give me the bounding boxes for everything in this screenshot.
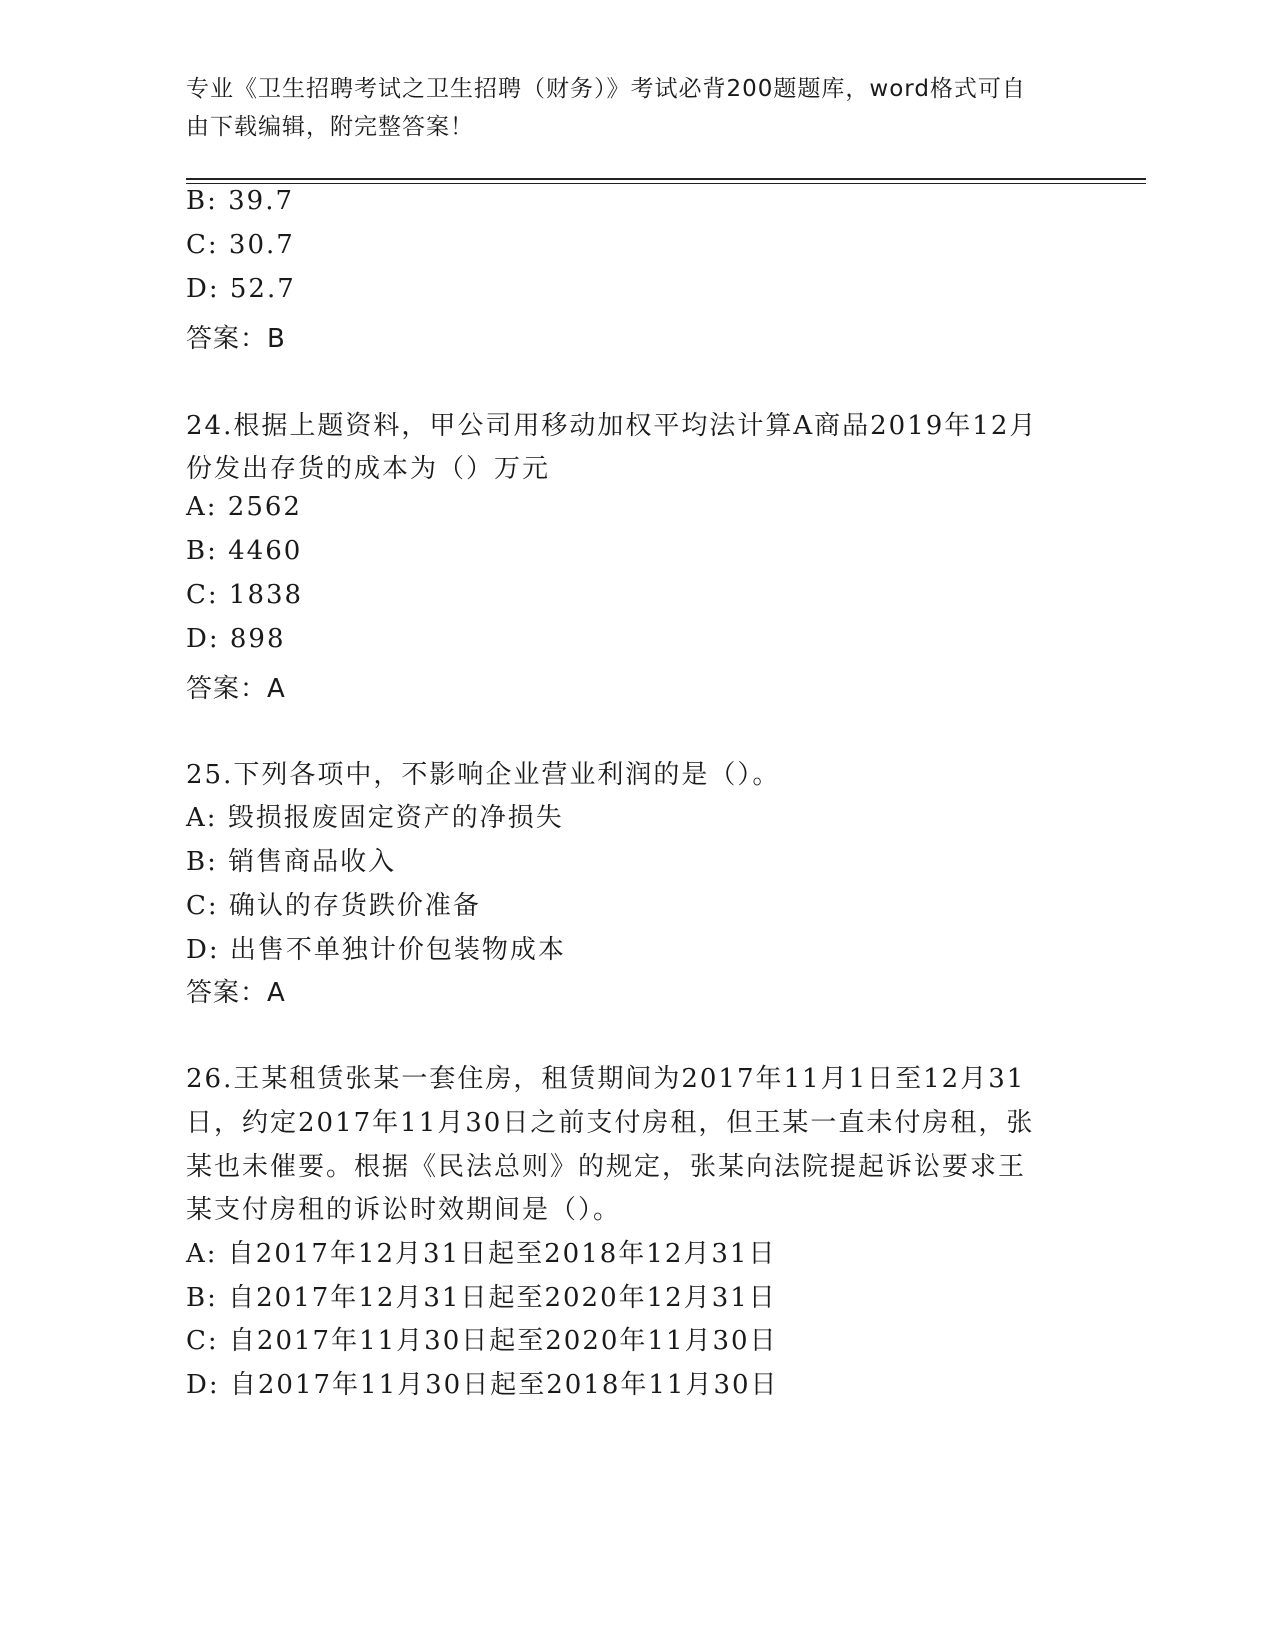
q26-option-d: D: 自2017年11月30日起至2018年11月30日 — [186, 1370, 779, 1400]
document-header — [186, 70, 1066, 146]
q24-stem-line-1: 24.根据上题资料，甲公司用移动加权平均法计算A商品2019年12月 — [186, 411, 1038, 441]
q23-option-c: C: 30.7 — [186, 230, 295, 260]
q25-answer: 答案：A — [186, 978, 286, 1008]
q25-option-b: B: 销售商品收入 — [186, 847, 397, 877]
q23-answer: 答案：B — [186, 324, 286, 354]
q26-stem-line-2: 日，约定2017年11月30日之前支付房租，但王某一直未付房租，张 — [186, 1108, 1035, 1138]
q23-option-d: D: 52.7 — [186, 274, 296, 304]
q26-option-c: C: 自2017年11月30日起至2020年11月30日 — [186, 1326, 778, 1356]
q24-option-b: B: 4460 — [186, 536, 303, 566]
q24-option-d: D: 898 — [186, 624, 286, 654]
q25-stem-line-1: 25.下列各项中，不影响企业营业利润的是（）。 — [186, 760, 781, 790]
header-rule-thin — [186, 183, 1146, 184]
q26-stem-line-4: 某支付房租的诉讼时效期间是（）。 — [186, 1195, 622, 1225]
header-line-1: 专业《卫生招聘考试之卫生招聘（财务）》考试必背200题题库，word格式可自 — [186, 76, 1026, 102]
q26-option-a: A: 自2017年12月31日起至2018年12月31日 — [186, 1239, 777, 1269]
q24-option-a: A: 2562 — [186, 492, 302, 522]
q25-option-a: A: 毁损报废固定资产的净损失 — [186, 803, 564, 833]
header-rule-thick — [186, 178, 1146, 180]
q24-option-c: C: 1838 — [186, 580, 304, 610]
q24-answer: 答案：A — [186, 674, 286, 704]
q24-stem-line-2: 份发出存货的成本为（）万元 — [186, 454, 551, 484]
q26-option-b: B: 自2017年12月31日起至2020年12月31日 — [186, 1283, 777, 1313]
q25-option-d: D: 出售不单独计价包装物成本 — [186, 935, 566, 965]
q25-option-c: C: 确认的存货跌价准备 — [186, 891, 481, 921]
q26-stem-line-3: 某也未催要。根据《民法总则》的规定，张某向法院提起诉讼要求王 — [186, 1152, 1027, 1182]
q23-option-b: B: 39.7 — [186, 186, 295, 216]
header-line-2: 由下载编辑，附完整答案！ — [186, 114, 474, 140]
q26-stem-line-1: 26.王某租赁张某一套住房，租赁期间为2017年11月1日至12月31 — [186, 1064, 1026, 1094]
